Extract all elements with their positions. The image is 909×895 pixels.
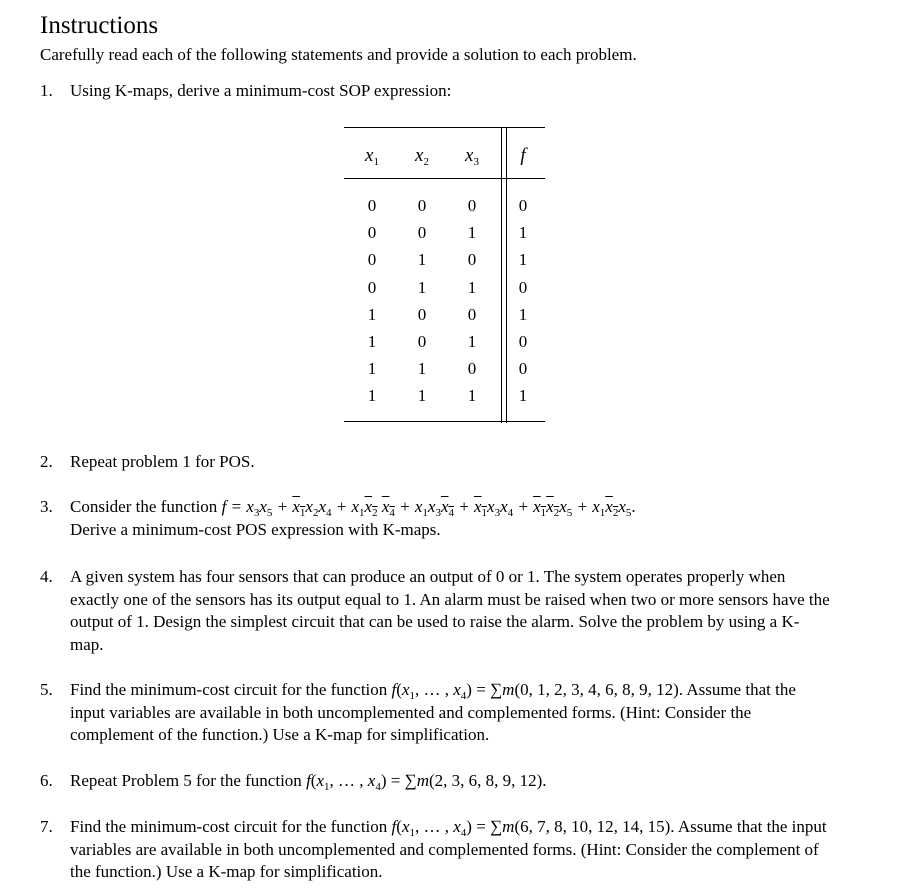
question-text-line-2: Derive a minimum-cost POS expression with K-maps. <box>70 519 441 539</box>
question-text: Find the minimum-cost circuit for the function $f(x_1$, … , $x_4) = \sum m(6$, 7, 8, 10, 12, 14, 15). Assume that the input variables are available in both uncomplemented and complemented forms. (Hint: Consider the complement of the function.) Use a K-map for simplification. <box>70 817 827 881</box>
table-header-x1: $x_1$ <box>365 145 379 168</box>
table-cell: 0 <box>467 304 477 324</box>
table-cell: 1 <box>417 277 427 297</box>
question-2 <box>40 451 830 474</box>
table-header-rule <box>344 178 545 179</box>
table-cell: 1 <box>518 223 528 243</box>
table-divider <box>501 127 502 423</box>
table-cell: 1 <box>518 250 528 270</box>
question-5 <box>40 679 830 747</box>
table-cell: 1 <box>367 304 377 324</box>
question-6 <box>40 770 830 793</box>
table-cell: 0 <box>518 196 528 215</box>
table-cell: 1 <box>518 304 528 324</box>
table-cell: 1 <box>417 386 427 406</box>
function-expression: $f(x_1$, … , $x_4) = \sum m$ <box>391 680 515 702</box>
table-divider <box>506 127 507 423</box>
table-header-x2: $x_2$ <box>415 145 429 168</box>
table-cell: 0 <box>417 332 427 351</box>
table-cell: 0 <box>417 223 427 243</box>
question-text: Repeat Problem 5 for the function $f(x_1$, … , $x_4) = \sum m(2$, 3, 6, 8, 9, 12). <box>70 771 547 793</box>
table-cell: 0 <box>467 250 477 270</box>
function-expression: $f(x_1$, … , $x_4) = \sum m$ <box>306 771 429 793</box>
question-text: Using K-maps, derive a minimum-cost SOP expression: <box>70 81 452 100</box>
table-cell: 0 <box>417 304 427 324</box>
table-cell: 1 <box>417 359 427 379</box>
question-number: 4. <box>40 567 53 586</box>
truth-table <box>344 127 545 423</box>
table-cell: 0 <box>367 250 377 270</box>
question-text: Find the minimum-cost circuit for the function $f(x_1$, … , $x_4) = \sum m(0$, 1, 2, 3, 4, 6, 8, 9, 12). Assume that the input variables are available in both uncomplemented and complemented forms. (Hint: Consider the complement of the function.) Use a K-map for simplification. <box>70 680 796 744</box>
question-number: 6. <box>40 771 53 790</box>
question-3 <box>40 496 830 541</box>
table-cell: 1 <box>417 250 427 270</box>
question-number: 5. <box>40 680 53 699</box>
table-bottom-rule <box>344 421 545 422</box>
table-cell: 0 <box>367 196 377 215</box>
table-cell: 1 <box>467 223 477 243</box>
table-cell: 1 <box>467 332 477 351</box>
table-cell: 0 <box>518 359 528 379</box>
table-header-f: f <box>520 145 526 166</box>
question-4 <box>40 566 830 656</box>
table-header-x3: $x_3$ <box>465 145 479 168</box>
table-cell: 1 <box>367 332 377 351</box>
table-cell: 1 <box>367 359 377 379</box>
question-1 <box>40 80 830 103</box>
question-number: 2. <box>40 452 53 471</box>
table-cell: 1 <box>367 386 377 406</box>
function-expression: $f(x_1$, … , $x_4) = \sum m$ <box>391 817 515 839</box>
intro-text: Carefully read each of the following statements and provide a solution to each problem. <box>40 45 637 64</box>
table-cell: 0 <box>467 196 477 215</box>
table-cell: 0 <box>518 332 528 351</box>
question-7 <box>40 816 830 884</box>
page-title: Instructions <box>40 12 159 39</box>
table-cell: 0 <box>467 359 477 379</box>
question-number: 3. <box>40 497 53 516</box>
question-text: A given system has four sensors that can produce an output of 0 or 1. The system operates properly when exactly one of the sensors has its output equal to 1. An alarm must be raised when two or more sensors have the output of 1. Design the simplest circuit that can be used to raise the alarm. Solve the problem by using a K-map. <box>70 567 830 654</box>
table-cell: 0 <box>417 196 427 215</box>
table-cell: 1 <box>467 386 477 406</box>
question-text: Repeat problem 1 for POS. <box>70 452 255 471</box>
table-cell: 1 <box>518 386 528 406</box>
question-number: 7. <box>40 817 53 836</box>
table-top-rule <box>344 127 545 128</box>
table-cell: 1 <box>467 277 477 297</box>
question-number: 1. <box>40 81 53 100</box>
question-text: Consider the function $f = x_3x_5 + x_1x_2x_4 + x_1x_2$ $x_4 + x_1x_3x_4 + x_1x_3x_4 + x_1x_2x_5 + x_1x_2x_5$. <box>70 497 636 519</box>
table-cell: 0 <box>518 277 528 297</box>
table-cell: 0 <box>367 223 377 243</box>
function-expression: $f = x_3x_5 + x_1x_2x_4 + x_1x_2$ $x_4 + x_1x_3x_4 + x_1x_3x_4 + x_1x_2x_5 + x_1x_2x_5$ <box>221 497 632 519</box>
table-cell: 0 <box>367 277 377 297</box>
